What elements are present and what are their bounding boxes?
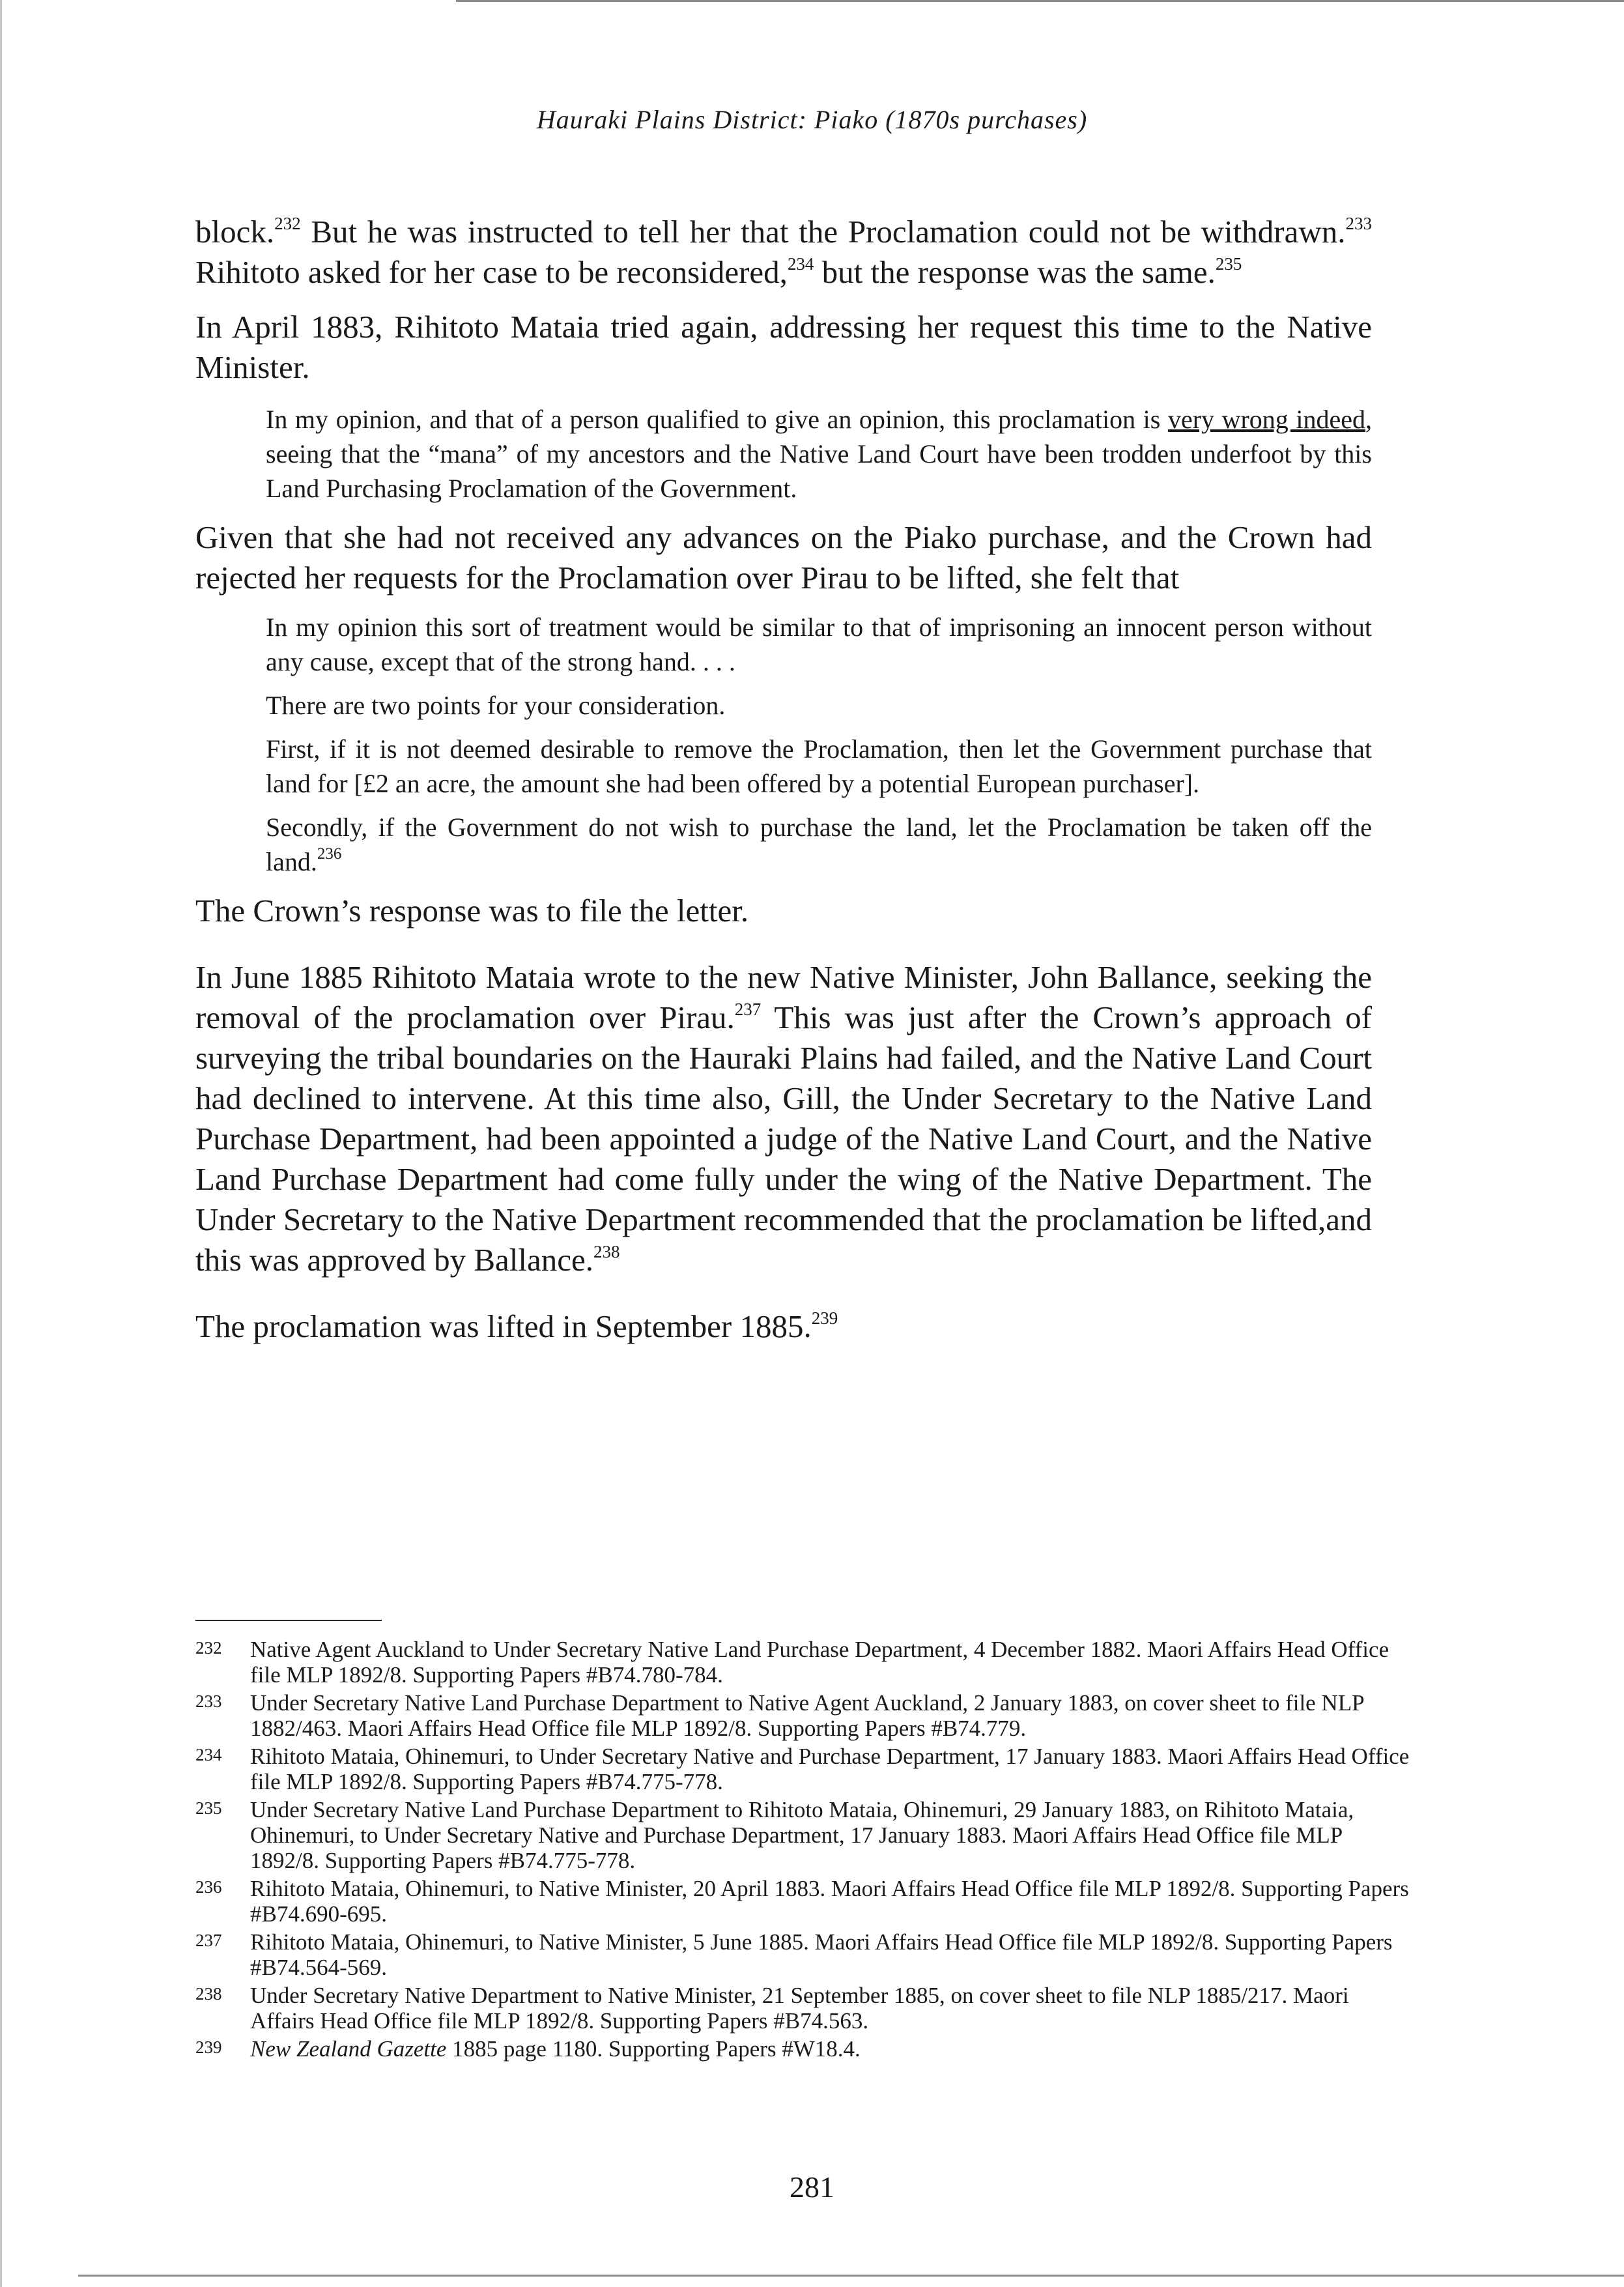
scan-edge-top — [456, 0, 1624, 2]
footnote-text: Native Agent Auckland to Under Secretary Native Land Purchase Department, 4 December 1882. Maori Affairs Head Office file MLP 1892/8. Supporting Papers #B74.780-784. — [250, 1637, 1389, 1688]
text-run: This was just after the Crown’s approach of surveying the tribal boundaries on the Hauraki Plains had failed, and the Native Land Court had declined to intervene. At this time also, Gill, the Under Secretary to the Native Land Purchase Department, had been appointed a judge of the Native Land Court, and the Native Land Purchase Department had come fully under the wing of the Native Department. The Under Secretary to the Native Department recommended that the proclamation be lifted,and this was approved by Ballance. — [195, 1000, 1372, 1278]
block-quote-2 — [266, 610, 1372, 879]
paragraph-1 — [195, 212, 1372, 293]
footnote-text: Under Secretary Native Land Purchase Department to Rihitoto Mataia, Ohinemuri, 29 January 1883, on Rihitoto Mataia, Ohinemuri, to Under Secretary Native and Purchase Department, 17 January 1883. Maori Affairs Head Office file MLP 1892/8. Supporting Papers #B74.775-778. — [250, 1797, 1354, 1873]
footnote-number: 238 — [195, 1984, 222, 2004]
quote-line-2: There are two points for your consideration. — [266, 691, 726, 720]
footnote-ref-236[interactable]: 236 — [317, 845, 342, 863]
footnote-ref-235[interactable]: 235 — [1215, 254, 1242, 274]
text-run: In June 1885 Rihitoto Mataia wrote to the new Native Minister, John Ballance, seeking the removal of the proclamation over Pirau. — [195, 959, 1372, 1035]
footnote-233 — [195, 1690, 1414, 1741]
footnote-234 — [195, 1744, 1414, 1794]
paragraph-4: The Crown’s response was to file the letter. — [195, 893, 749, 928]
page-number: 281 — [790, 2170, 834, 2204]
footnote-number: 239 — [195, 2037, 222, 2057]
footnote-text: Rihitoto Mataia, Ohinemuri, to Under Secretary Native and Purchase Department, 17 January 1883. Maori Affairs Head Office file MLP 1892/8. Supporting Papers #B74.775-778. — [250, 1744, 1410, 1794]
footnote-text: Rihitoto Mataia, Ohinemuri, to Native Minister, 5 June 1885. Maori Affairs Head Office file MLP 1892/8. Supporting Papers #B74.564-569. — [250, 1929, 1393, 1980]
text-run: But he was instructed to tell her that the Proclamation could not be withdrawn. — [300, 214, 1346, 250]
footnote-number: 237 — [195, 1931, 222, 1950]
text-run: 1885 page 1180. Supporting Papers #W18.4. — [446, 2036, 861, 2062]
quote-line-3: First, if it is not deemed desirable to remove the Proclamation, then let the Government purchase that land for [£2 an acre, the amount she had been offered by a potential European purchaser]. — [266, 734, 1372, 798]
footnote-235 — [195, 1797, 1414, 1873]
footnote-236 — [195, 1876, 1414, 1927]
footnote-239 — [195, 2036, 1414, 2062]
footnote-text — [250, 2036, 1414, 2062]
footnote-number: 232 — [195, 1638, 222, 1658]
footnote-text: Rihitoto Mataia, Ohinemuri, to Native Minister, 20 April 1883. Maori Affairs Head Office file MLP 1892/8. Supporting Papers #B74.690-695. — [250, 1876, 1409, 1927]
text-run: but the response was the same. — [814, 254, 1216, 290]
quote-paragraph — [266, 402, 1372, 506]
text-run: The proclamation was lifted in September 1885. — [195, 1308, 812, 1344]
paragraph-2: In April 1883, Rihitoto Mataia tried again, addressing her request this time to the Native Minister. — [195, 309, 1372, 385]
footnote-238 — [195, 1983, 1414, 2034]
footnote-232 — [195, 1637, 1414, 1688]
scan-edge-bottom — [78, 2275, 1624, 2277]
paragraph-6 — [195, 1306, 1372, 1347]
footnote-ref-234[interactable]: 234 — [787, 254, 814, 274]
footnote-ref-233[interactable]: 233 — [1345, 214, 1372, 233]
running-header: Hauraki Plains District: Piako (1870s purchases) — [536, 105, 1088, 134]
footnotes — [195, 1637, 1414, 2064]
main-text — [195, 212, 1372, 1361]
footnote-number: 236 — [195, 1877, 222, 1897]
quote-line-4 — [266, 810, 1372, 879]
text-run: , seeing that the “mana” of my ancestors and the Native Land Court have been trodden underfoot by this Land Purchasing Proclamation of the Government. — [266, 405, 1373, 503]
text-run: Secondly, if the Government do not wish to purchase the land, let the Proclamation be taken off the land. — [266, 813, 1372, 876]
text-run: Rihitoto asked for her case to be reconsidered, — [195, 254, 788, 290]
footnote-number: 234 — [195, 1745, 222, 1764]
footnote-237 — [195, 1929, 1414, 1980]
text-run: block. — [195, 214, 275, 250]
footnote-ref-239[interactable]: 239 — [811, 1308, 838, 1328]
block-quote-1 — [266, 402, 1372, 506]
text-run: In my opinion, and that of a person qualified to give an opinion, this proclamation is — [266, 405, 1168, 434]
gazette-title: New Zealand Gazette — [250, 2036, 447, 2062]
underlined-phrase: very wrong indeed — [1167, 405, 1366, 434]
footnote-text: Under Secretary Native Department to Native Minister, 21 September 1885, on cover sheet to file NLP 1885/217. Maori Affairs Head Office file MLP 1892/8. Supporting Papers #B74.563. — [250, 1983, 1349, 2034]
footnote-text: Under Secretary Native Land Purchase Department to Native Agent Auckland, 2 January 1883, on cover sheet to file NLP 1882/463. Maori Affairs Head Office file MLP 1892/8. Supporting Papers #B74.779. — [250, 1690, 1364, 1741]
footnote-number: 235 — [195, 1798, 222, 1818]
footnote-ref-232[interactable]: 232 — [274, 214, 301, 233]
footnote-ref-238[interactable]: 238 — [593, 1242, 620, 1261]
quote-line-1: In my opinion this sort of treatment would be similar to that of imprisoning an innocent person without any cause, except that of the strong hand. . . . — [266, 612, 1372, 676]
footnote-number: 233 — [195, 1691, 222, 1711]
footnote-separator — [195, 1620, 382, 1621]
scan-edge-left — [0, 0, 2, 2287]
paragraph-3: Given that she had not received any advances on the Piako purchase, and the Crown had rejected her requests for the Proclamation over Pirau to be lifted, she felt that — [195, 519, 1372, 596]
paragraph-5 — [195, 957, 1372, 1280]
footnote-ref-237[interactable]: 237 — [734, 1000, 762, 1019]
